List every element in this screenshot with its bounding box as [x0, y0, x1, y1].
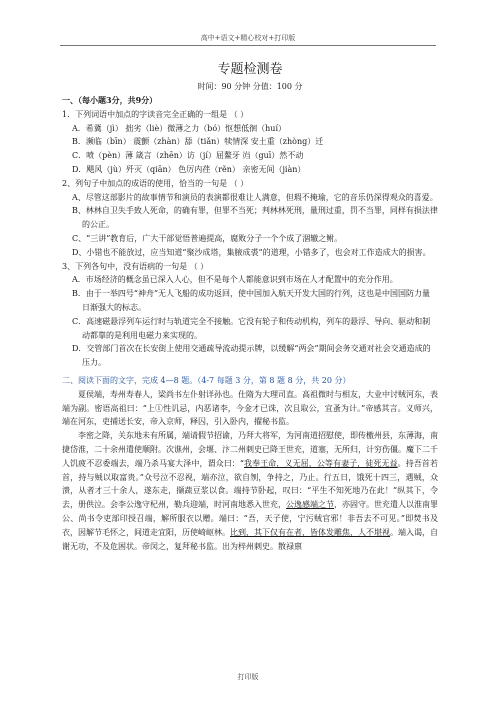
page-header: 高中+语文+精心校对+打印版 — [200, 34, 296, 42]
question-2-option-c: C、“三讲”教育后，广大干部觉悟普遍提高，腐败分子一个个成了涸辙之鲋。 — [72, 233, 343, 243]
question-2-stem: 2、列句子中加点的成语的使用，恰当的一句是 （ ） — [62, 178, 249, 188]
exam-meta: 时间：90 分钟 分值：100 分 — [197, 82, 303, 91]
section-2-heading: 二、阅读下面的文字，完成 4—8 题。（4-7 每题 3 分，第 8 题 8 分，共 20 分） — [62, 375, 351, 385]
question-1-option-c: C．喷（pèn）薄 箴言（zhēn）访（jí）屈鳌牙 岿（guī）然不动 — [72, 151, 304, 161]
page-footer: 打印版 — [237, 673, 259, 681]
document-body — [62, 62, 438, 553]
question-1-stem: 1．下列词语中加点的字读音完全正确的一组是 （ ） — [62, 109, 249, 119]
question-2-option-b: B、林林自卫失手致人死命，的确有罪，但罪不当死；判林林死刑，量刑过重，罚不当罪，同样有损法律的公正。 — [72, 206, 438, 230]
section-1-heading: 一、（每小题3分，共9分） — [62, 95, 158, 105]
question-3-option-c: C．高速磁悬浮列车运行时与轨道完全不接触。它没有轮子和传动机构，列车的悬浮、导向、驱动和制动都靠的是利用电磁力来实现的。 — [72, 316, 431, 340]
underlined-sentence-3: 比到，其下仅有在者，皆体发雕焦，人不堪视 — [230, 527, 390, 537]
question-1-option-a: A．希冀（jì） 拙劣（liè）微薄之力（bó）怄想低徊（huí） — [72, 123, 287, 133]
question-3-stem: 3、下列各句中，没有语病的一句是 （ ） — [62, 261, 209, 271]
page-title: 专题检测卷 — [217, 62, 283, 77]
passage-text: 。持吾首若首，持与贼以取富贵。”众号泣不忍视，端亦泣，欲自刎，争持之，乃止。行五日，饿死十四三，遇贼，众溃，从者才三十余人，遂东走，撷蔬豆浆以食。端持节卧起，叹曰：“平生不知死地乃在此！”纵其下，令去，册供泣。会李公逸守杞州，勒兵迎端，时河南地悉入世充， — [62, 458, 439, 510]
underlined-sentence-1: 我奉王命，义无屈，公等有妻子，徒死无益 — [243, 458, 398, 468]
question-3-option-a: A．市场经济的概念虽已深入人心，但不是每个人都能意识到市场在人才配置中的充分作用。 — [72, 275, 398, 285]
question-2-option-a: A、尽管这部影片的故事情节和演员的表演都很难让人满意，但瑕不掩瑜，它的音乐仍深得观众的喜爱。 — [72, 192, 438, 202]
passage-text: 。端入谒，自谢无功，不及危困状。帝闵之，复拜秘书监。出为梓州刺史。散禄禀 — [62, 527, 438, 551]
passage-text: ，亦固守。世充遣人以淮南罪公、尚书令吏部印授召端，解所服衣以赠。端曰：“吾，天子使，宁污贼官邪！非吾去不可见。”即焚书及衣，因解节毛怀之，间道走宜阳，历使崎岖林。 — [62, 500, 438, 537]
question-3-option-b: B．由于一举四号“神舟”无人飞船的成功返回，使中国加入航天开发大国的行列，这也是中国国防力量日渐强大的标志。 — [72, 289, 431, 312]
passage-paragraph-1: 夏侯端，寿州寿春人，梁尚书左仆射详孙也。仕隋为大理司直。高祖微时与相友，大业中讨贼河东，表端为副。密语高祖曰：“上①性讥忌，内恶诸李，今金才已诛，次且取公，宜蚤为计。”帝感其言。义师兴，端在河东，吏捕送长安，帝入京师，释囚，引入卧内，擢秘书监。 — [62, 389, 438, 427]
question-1-option-b: B．濒临（bīn） 震颤（zhàn）舔（tiǎn）犊情深 安土重（zhòng）迁 — [72, 137, 324, 147]
header-rule — [60, 45, 436, 46]
passage-paragraph-2 — [62, 429, 438, 553]
question-1-option-d: D．飓风（jù）歼灭（qiān） 色厉内荏（rěn） 亲密无间（jiàn） — [72, 164, 306, 174]
question-3-option-d: D．交管部门首次在长安街上使用交通疏导流动提示牌，以缓解“两会”期间会务交通对社会交通造成的压力。 — [72, 344, 431, 368]
underlined-sentence-2: 公逸感端之节 — [286, 500, 334, 510]
question-2-option-d: D、小错也不能放过，应当知道“聚沙成塔，集腋成裘”的道理，小错多了，也会对工作造成大的损害。 — [72, 247, 431, 257]
passage-text: 李密之降，关东地未有所属，端请假节招谕，乃拜大将军，为河南道招慰使，即传檄州县，东薄海，南捷岱淮，二十余州遣使顺附。次谯州，会堰、汴二州刺史已降王世充，道塞，无所归，计穷伤僵。魔下二千人饥疲不忍委端去，端乃杀马宴大泽中，谓众曰：“ — [62, 431, 438, 468]
